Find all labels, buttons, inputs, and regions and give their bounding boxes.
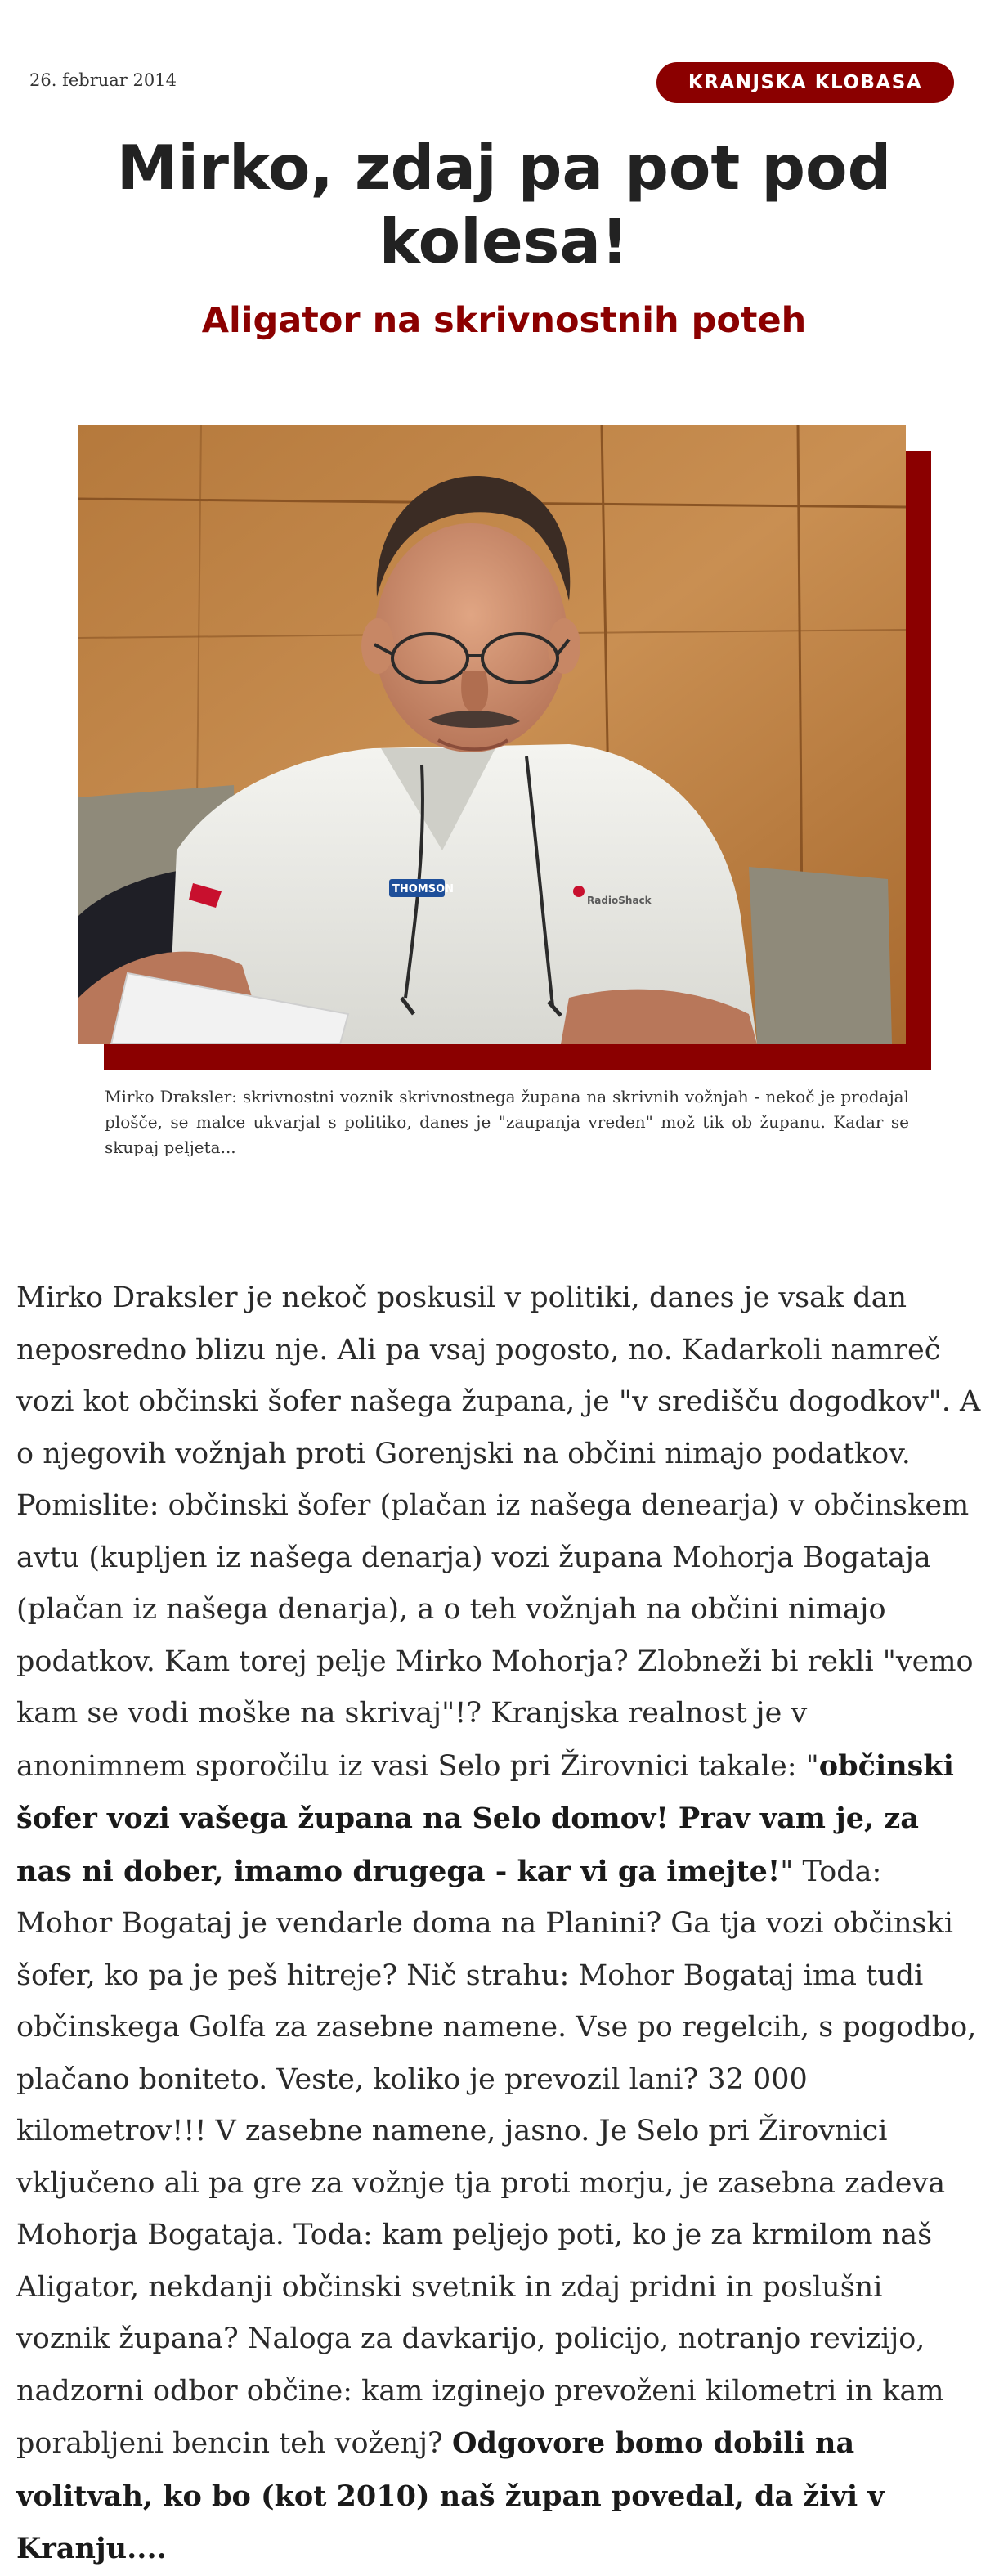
- shirt-logo-left: THOMSON: [392, 883, 455, 895]
- article-body: [16, 1272, 981, 2576]
- shirt-logo-right: RadioShack: [587, 895, 652, 906]
- article-title: Mirko, zdaj pa pot pod kolesa!: [116, 132, 892, 277]
- article-closing-bold: Odgovore bomo dobili na volitvah, ko bo (kot 2010) naš župan povedal, da živi v Kranju....: [16, 2426, 885, 2565]
- section-badge-link[interactable]: KRANJSKA KLOBASA: [656, 62, 954, 103]
- article-text-part-2: " Toda: Mohor Bogataj je vendarle doma na Planini? Ga tja vozi občinski šofer, ko pa je peš hitreje? Nič strahu: Mohor Bogataj ima tudi občinskega Golfa za zasebne namene. Vse po regelcih, s pogodbo, plačano boniteto. Veste, koliko je prevozil lani? 32 000 kilometrov!!! V zasebne namene, jasno. Je Selo pri Žirovnici vključeno ali pa gre za vožnje tja proti morju, je zasebna zadeva Mohorja Bogataja. Toda: kam peljejo poti, ko je za krmilom naš Aligator, nekdanji občinski svetnik in zdaj pridni in poslušni voznik župana? Naloga za davkarijo, policijo, notranjo revizijo, nadzorni odbor občine: kam izginejo prevoženi kilometri in kam porabljeni bencin teh voženj?: [16, 1855, 977, 2460]
- photo-caption: Mirko Draksler: skrivnostni voznik skrivnostnega župana na skrivnih vožnjah - nekoč je prodajal plošče, se malce ukvarjal s politiko, danes je "zaupanja vreden" mož tik ob županu. Kadar se skupaj peljeta...: [105, 1087, 909, 1157]
- article-quote-bold: občinski šofer vozi vašega župana na Selo domov! Prav vam je, za nas ni dober, imamo drugega - kar vi ga imejte!: [16, 1748, 954, 1888]
- article-photo: [78, 425, 906, 1044]
- article-date: 26. februar 2014: [29, 70, 177, 90]
- article-subtitle: Aligator na skrivnostnih poteh: [201, 300, 807, 341]
- article-text-part-1: Mirko Draksler je nekoč poskusil v politiki, danes je vsak dan neposredno blizu nje. Ali pa vsaj pogosto, no. Kadarkoli namreč vozi kot občinski šofer našega župana, je "v središču dogodkov". A o njegovih vožnjah proti Gorenjski na občini nimajo podatkov. Pomislite: občinski šofer (plačan iz našega denearja) v občinskem avtu (kupljen iz našega denarja) vozi župana Mohorja Bogataja (plačan iz našega denarja), a o teh vožnjah na občini nimajo podatkov. Kam torej pelje Mirko Mohorja? Zlobneži bi rekli "vemo kam se vodi moške na skrivaj"!? Kranjska realnost je v anonimnem sporočilu iz vasi Selo pri Žirovnici takale: ": [16, 1281, 981, 1783]
